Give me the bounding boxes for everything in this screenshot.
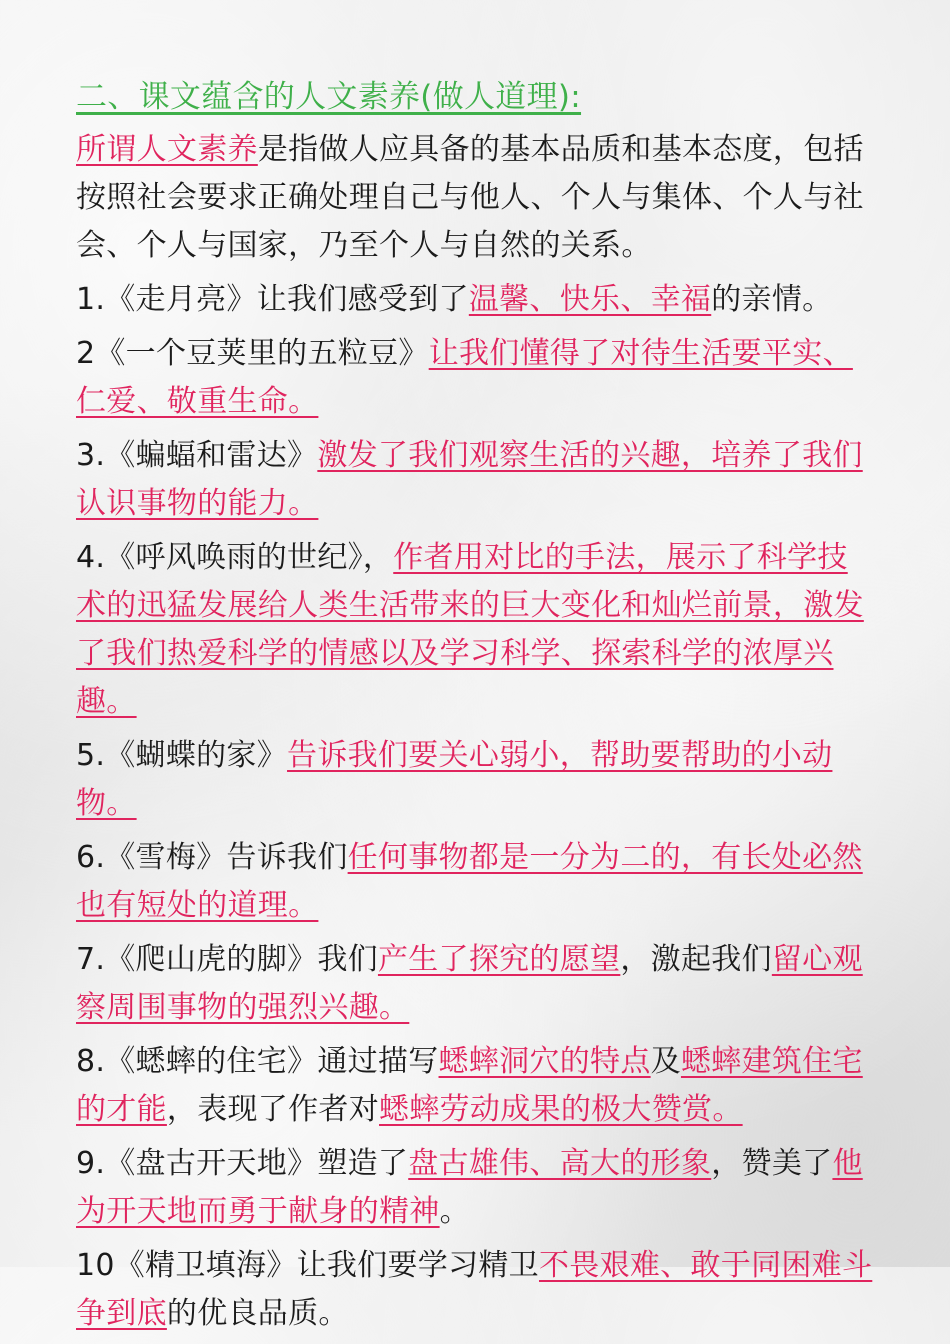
highlighted-text: 告诉我们要关心弱小，帮助要帮助的小动物。 (76, 738, 833, 821)
item-text: 1.《走月亮》让我们感受到了 (76, 282, 469, 317)
highlighted-text: 留心观察周围事物的强烈兴趣。 (76, 942, 863, 1025)
highlighted-text: 蟋蟀建筑住宅的才能 (76, 1044, 863, 1127)
intro-paragraph (76, 126, 876, 270)
highlighted-text: 温馨、快乐、幸福 (468, 282, 712, 317)
lesson-item (76, 330, 876, 426)
highlighted-text: 激发了我们观察生活的兴趣，培养了我们认识事物的能力。 (76, 438, 863, 521)
lesson-item (76, 534, 876, 726)
intro-text: 是指做人应具备的基本品质和基本态度，包括按照社会要求正确处理自己与他人、个人与集体、个人与社会、个人与国家，乃至个人与自然的关系。 (76, 132, 864, 263)
item-text: ，表现了作者对 (166, 1092, 380, 1127)
lesson-item (76, 1242, 876, 1338)
highlighted-text: 他为开天地而勇于献身的精神 (76, 1146, 863, 1229)
item-text: 5.《蝴蝶的家》 (76, 738, 288, 773)
highlighted-text: 蟋蟀洞穴的特点 (438, 1044, 651, 1079)
lesson-item (76, 1038, 876, 1134)
lesson-item (76, 732, 876, 828)
item-text: 3.《蝙蝠和雷达》 (76, 438, 318, 473)
highlighted-text: 盘古雄伟、高大的形象 (408, 1146, 712, 1181)
highlighted-text: 作者用对比的手法，展示了科学技术的迅猛发展给人类生活带来的巨大变化和灿烂前景，激发了我们热爱科学的情感以及学习科学、探索科学的浓厚兴趣。 (76, 540, 864, 719)
highlighted-text: 蟋蟀劳动成果的极大赞赏。 (379, 1092, 743, 1127)
highlighted-text: 产生了探究的愿望 (377, 942, 621, 977)
item-text: 9.《盘古开天地》塑造了 (76, 1146, 409, 1181)
item-text: 及 (650, 1044, 681, 1079)
item-text: 的优良品质。 (166, 1296, 349, 1331)
document-page (76, 70, 876, 1344)
section-title: 二、课文蕴含的人文素养(做人道理): (76, 79, 582, 115)
item-text: 。 (439, 1194, 470, 1229)
lesson-list (76, 276, 876, 1338)
item-text: 的亲情。 (711, 282, 833, 317)
item-text: 10《精卫填海》让我们要学习精卫 (76, 1248, 539, 1283)
lesson-item (76, 936, 876, 1032)
item-text: ，激起我们 (620, 942, 772, 977)
item-text: ，赞美了 (711, 1146, 833, 1181)
lesson-item (76, 276, 876, 324)
item-text: 2《一个豆荚里的五粒豆》 (76, 336, 429, 371)
intro-term: 所谓人文素养 (76, 132, 258, 167)
item-text: 8.《蟋蟀的住宅》通过描写 (76, 1044, 439, 1079)
lesson-item (76, 834, 876, 930)
item-text: 6.《雪梅》告诉我们 (76, 840, 348, 875)
lesson-item (76, 1140, 876, 1236)
item-text: 7.《爬山虎的脚》我们 (76, 942, 378, 977)
lesson-item (76, 432, 876, 528)
highlighted-text: 让我们懂得了对待生活要平实、仁爱、敬重生命。 (76, 336, 853, 419)
highlighted-text: 不畏艰难、敢于同困难斗争到底 (76, 1248, 873, 1331)
highlighted-text: 任何事物都是一分为二的，有长处必然也有短处的道理。 (76, 840, 863, 923)
item-text: 4.《呼风唤雨的世纪》， (76, 540, 394, 575)
